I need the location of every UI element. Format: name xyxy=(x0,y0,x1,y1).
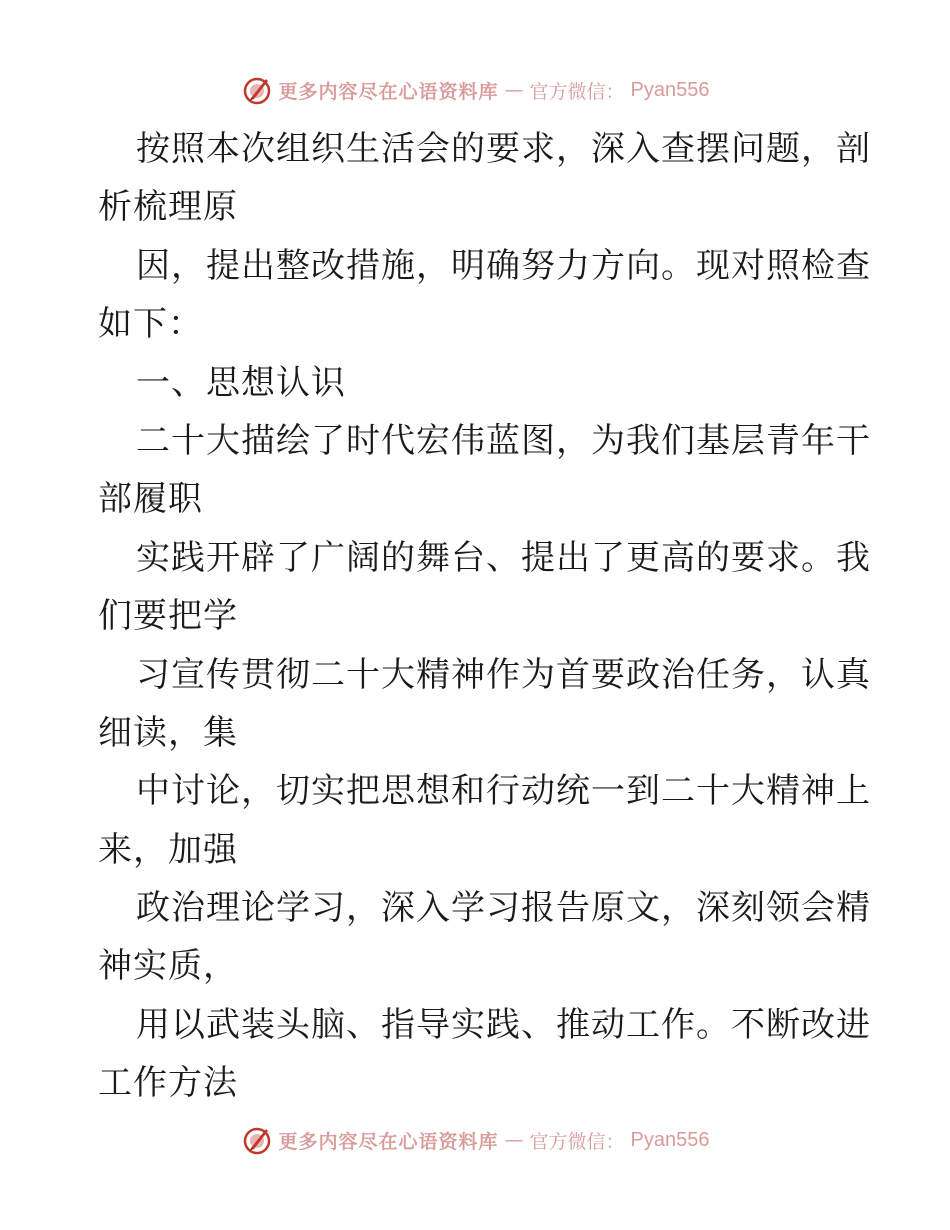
banner-wechat-label: 官方微信： xyxy=(529,80,625,103)
footer-banner[interactable] xyxy=(0,1122,950,1158)
text-line: 习宣传贯彻二十大精神作为首要政治任务，认真 xyxy=(136,654,871,695)
text-line: 中讨论，切实把思想和行动统一到二十大精神上 xyxy=(136,771,871,812)
text-line: 按照本次组织生活会的要求，深入查摆问题，剖 xyxy=(136,129,871,169)
banner-separator: — xyxy=(504,79,524,101)
banner-promo-text: 更多内容尽在心语资料库 xyxy=(278,1130,499,1153)
text-line: 政治理论学习，深入学习报告原文，深刻领会精 xyxy=(136,888,871,929)
text-line: 析梳理原 xyxy=(98,187,238,228)
banner-separator: — xyxy=(504,1129,524,1151)
text-line: 来，加强 xyxy=(98,829,238,870)
banner-wechat-id: Pyan556 xyxy=(630,78,710,101)
header-banner[interactable] xyxy=(0,72,950,108)
text-line: 们要把学 xyxy=(98,596,238,637)
text-line: 实践开辟了广阔的舞台、提出了更高的要求。我 xyxy=(136,537,871,578)
text-line: 因，提出整改措施，明确努力方向。现对照检查 xyxy=(136,245,871,286)
text-line: 细读，集 xyxy=(98,712,238,753)
quill-pen-seal-icon xyxy=(241,74,273,106)
text-line: 如下： xyxy=(98,304,203,345)
quill-pen-seal-icon xyxy=(241,1124,273,1156)
text-line: 二十大描绘了时代宏伟蓝图，为我们基层青年干 xyxy=(136,420,871,461)
banner-wechat-label: 官方微信： xyxy=(529,1130,625,1153)
section-heading: 一、思想认识 xyxy=(136,362,346,403)
banner-wechat-id: Pyan556 xyxy=(630,1128,710,1151)
text-line: 神实质， xyxy=(98,946,238,987)
document-body xyxy=(98,120,871,1113)
banner-promo-text: 更多内容尽在心语资料库 xyxy=(278,80,499,103)
text-line: 部履职 xyxy=(98,479,203,520)
text-line: 用以武装头脑、指导实践、推动工作。不断改进 xyxy=(136,1004,871,1045)
text-line: 工作方法 xyxy=(98,1063,238,1104)
